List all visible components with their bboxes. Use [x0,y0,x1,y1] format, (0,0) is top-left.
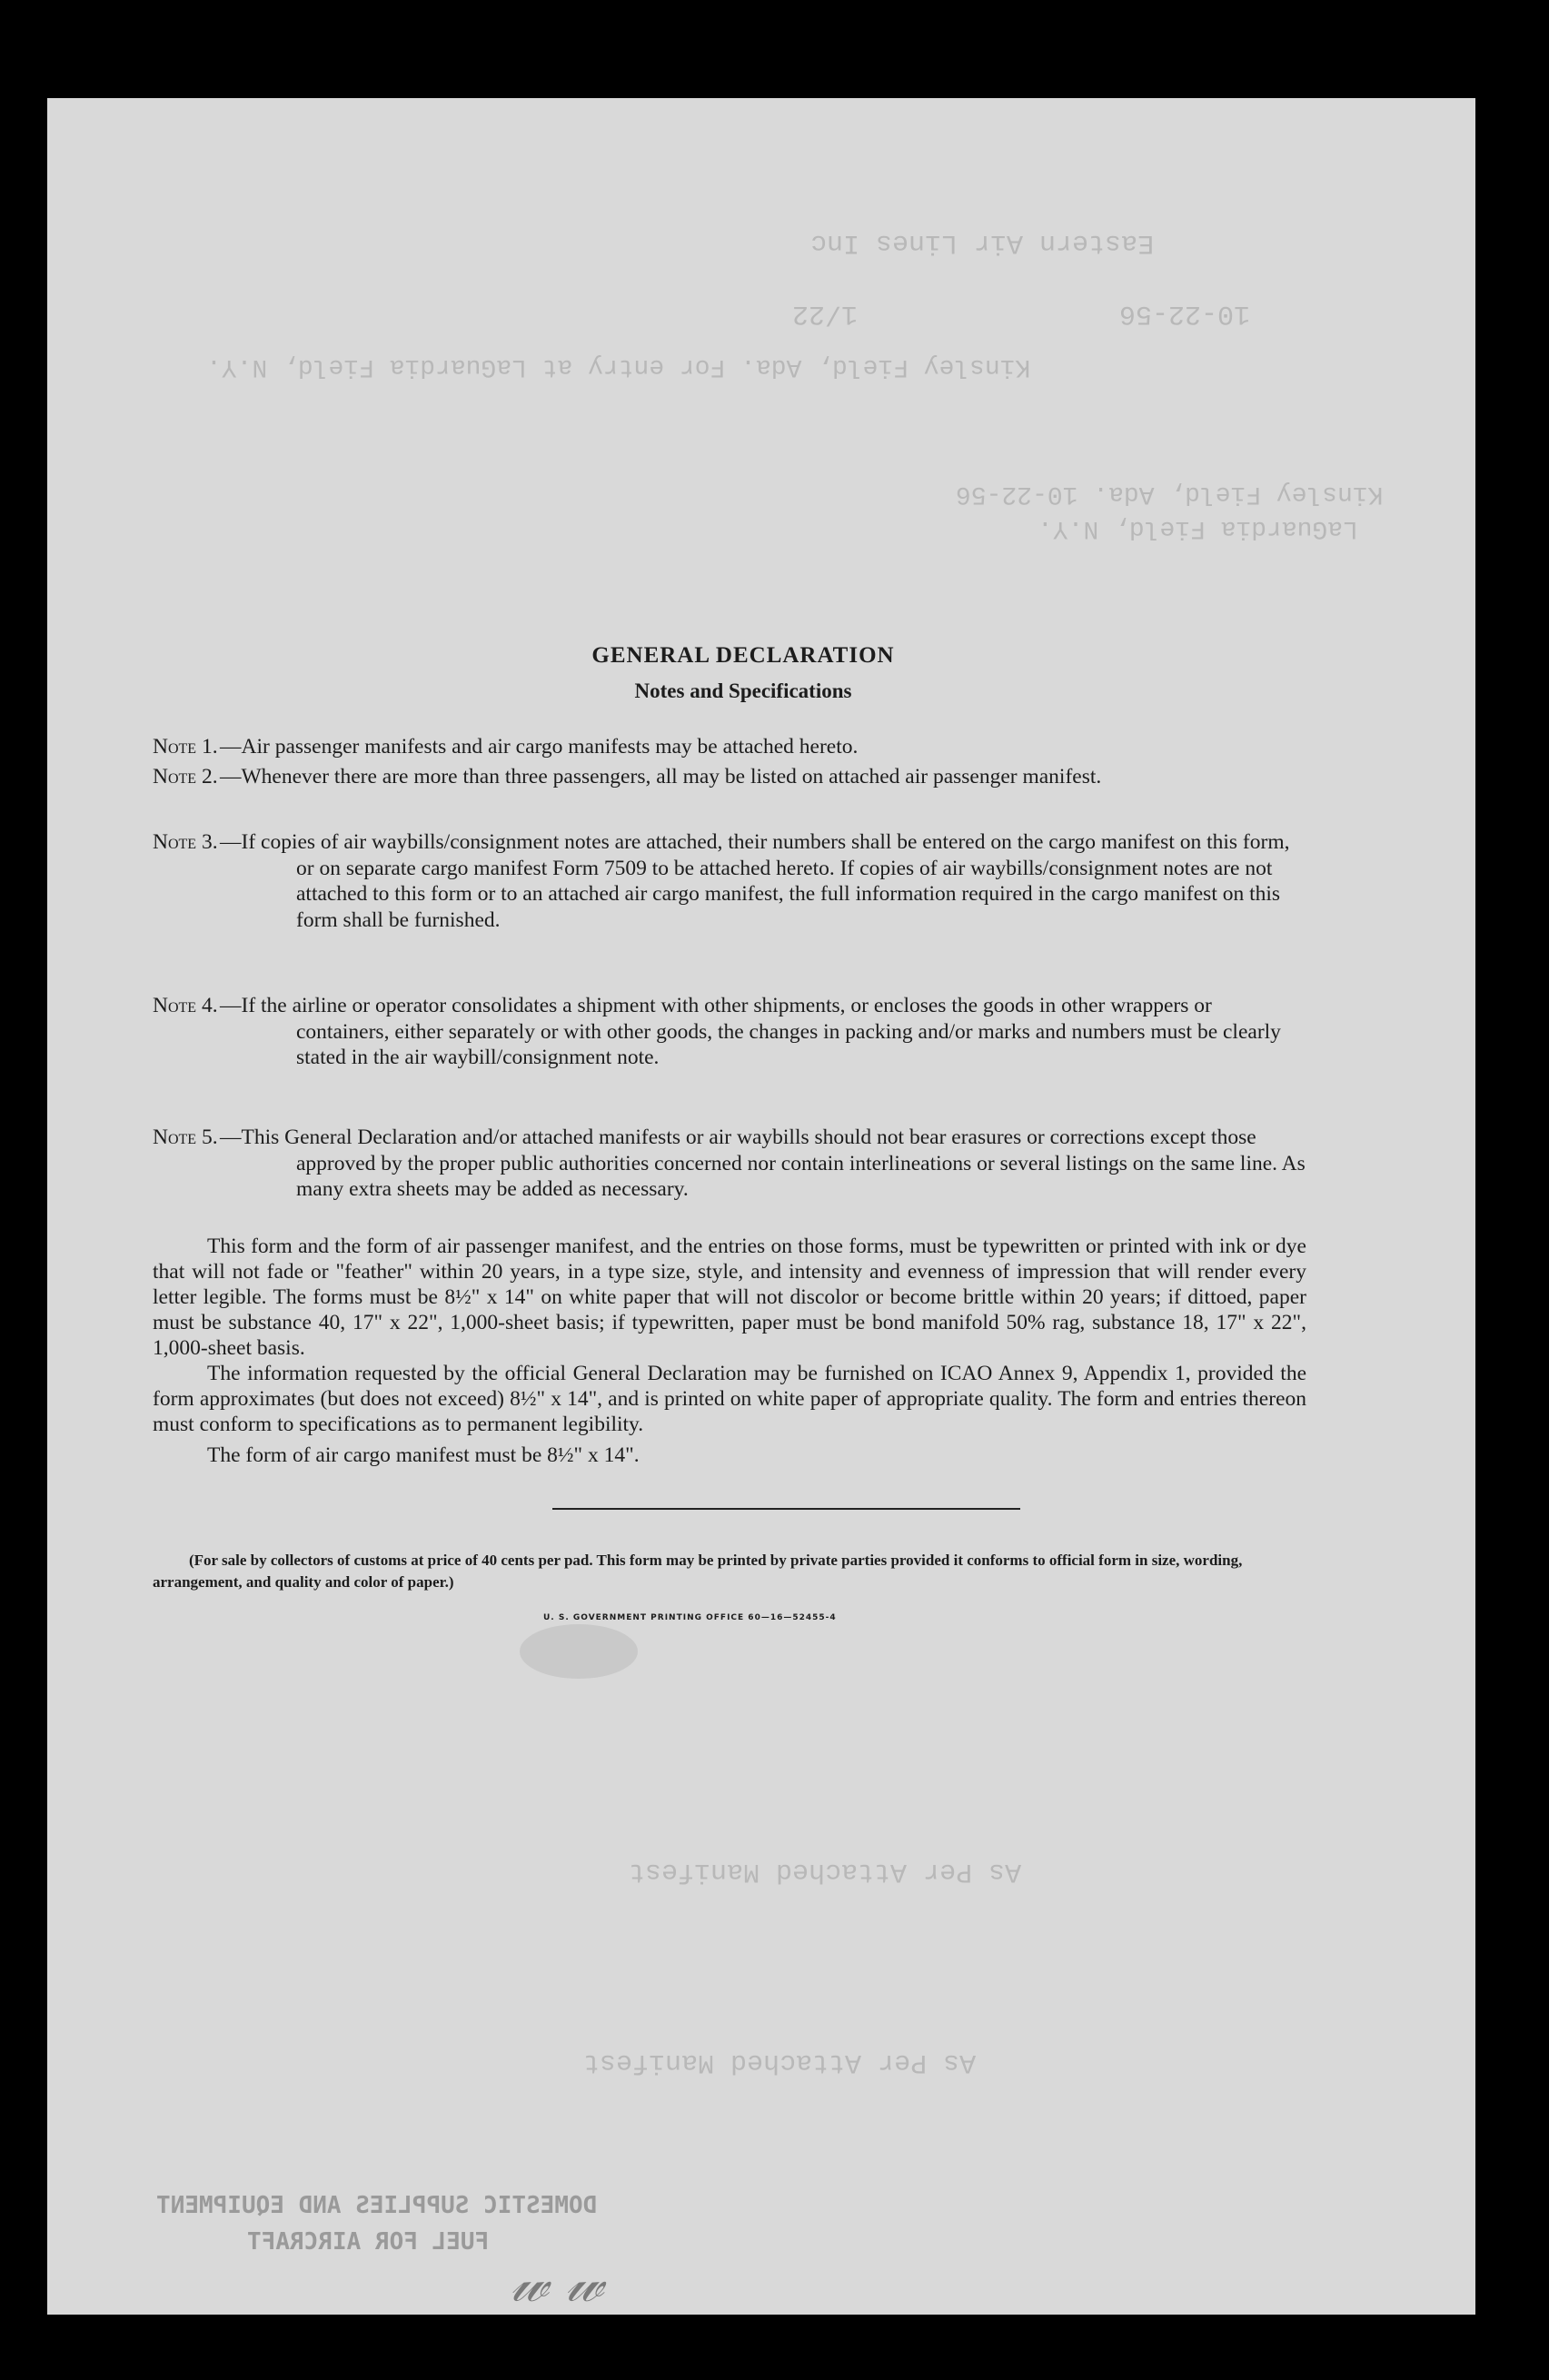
note-2 [153,764,1306,790]
bleed-arrival-2: LaGuardia Field, N.Y. [1038,514,1358,542]
bleed-flight-number: 1/22 [792,298,859,329]
note-label: Note 3. [153,830,218,854]
bleed-airline: Eastern Air Lines Inc [810,227,1155,258]
note-label: Note 1. [153,735,218,759]
bleed-arrival: Kinsley Field, Ada. 10-22-56 [956,480,1384,508]
divider-rule [552,1508,1020,1510]
note-text: —Whenever there are more than three passengers, all may be listed on attached air passenger manifest. [220,765,1102,788]
document-page [47,98,1475,2315]
stamp-line-2: FUEL FOR AIRCRAFT [247,2228,490,2256]
note-label: Note 5. [153,1126,218,1149]
note-3 [153,829,1306,933]
note-4 [153,993,1306,1071]
paragraph-icao-annex: The information requested by the official General Declaration may be furnished on ICAO Annex 9, Appendix 1, provided the form approximates (but does not exceed) 8½" x 14", and is printed on white paper of appropriate quality. The form and entries thereon must conform to specifications as to permanent legibility. [153,1362,1306,1436]
bleed-flight-date: 10-22-56 [1119,298,1251,329]
note-label: Note 4. [153,994,218,1017]
smudge [520,1624,638,1679]
stamp-line-1: DOMESTIC SUPPLIES AND EQUIPMENT [156,2192,598,2219]
paragraph-cargo-manifest-size: The form of air cargo manifest must be 8½" x 14". [207,1443,640,1467]
bleed-manifest-note-1: As Per Attached Manifest [629,1856,1022,1887]
note-text: —This General Declaration and/or attached manifests or air waybills should not bear erasures or corrections except those approved by the proper public authorities concerned nor contain interlineations or several listings on the same line. As many extra sheets may be added as necessary. [220,1126,1306,1201]
page-title: GENERAL DECLARATION [591,643,895,668]
printing-office-line: U. S. GOVERNMENT PRINTING OFFICE 60—16—52455-4 [543,1613,837,1622]
paragraph-typewritten-specs: This form and the form of air passenger manifest, and the entries on those forms, must be typewritten or printed with ink or dye that will not fade or "feather" within 20 years, in a type size, style, and intensity and evenness of impression that will render every letter legible. The forms must be 8½" x 14" on white paper that will not discolor or become brittle within 20 years; if dittoed, paper must be substance 40, 17" x 22", 1,000-sheet basis; if typewritten, paper must be bond manifold 50% rag, substance 18, 17" x 22", 1,000-sheet basis. [153,1235,1306,1360]
bleed-route: Kinsley Field, Ada. For entry at LaGuardia Field, N.Y. [206,352,1031,381]
signature-scrawl: 𝓌 𝓌 [511,2251,604,2315]
bleed-manifest-note-2: As Per Attached Manifest [583,2047,977,2078]
sale-notice: (For sale by collectors of customs at price of 40 cents per pad. This form may be printed by private parties provided it conforms to official form in size, wording, arrangement, and quality and color of paper.) [153,1552,1243,1591]
note-1 [153,734,1306,760]
note-text: —If copies of air waybills/consignment notes are attached, their numbers shall be entered on the cargo manifest on this form, or on separate cargo manifest Form 7509 to be attached hereto. If copies of air waybills/consignment notes are not attached to this form or to an attached air cargo manifest, the full information required in the cargo manifest on this form shall be furnished. [220,830,1290,932]
note-text: —If the airline or operator consolidates a shipment with other shipments, or encloses the goods in other wrappers or containers, either separately or with other goods, the changes in packing and/or marks and numbers must be clearly stated in the air waybill/consignment note. [220,994,1281,1069]
note-5 [153,1125,1306,1203]
page-subtitle: Notes and Specifications [634,679,852,702]
note-label: Note 2. [153,765,218,788]
note-text: —Air passenger manifests and air cargo manifests may be attached hereto. [220,735,859,759]
